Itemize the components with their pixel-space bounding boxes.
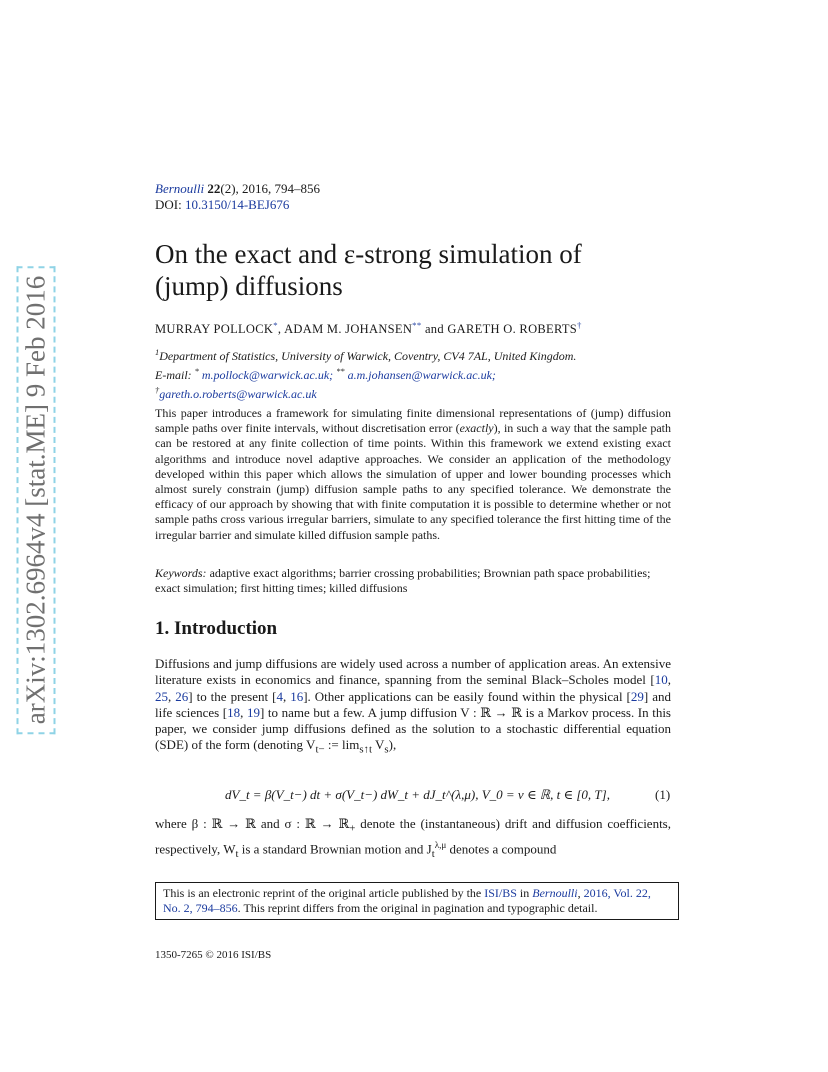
citation-link[interactable]: 18 (227, 704, 241, 720)
citation-link[interactable]: 29 (630, 688, 644, 704)
intro-text: ), (388, 737, 397, 753)
section-number: 1. (155, 618, 170, 639)
author-list (155, 320, 582, 337)
math-subscript: t− (315, 744, 325, 757)
math-subscript: t (431, 847, 435, 860)
affiliation-mark: 1 (155, 348, 160, 357)
citation-link[interactable]: 16 (290, 688, 304, 704)
math-subscript: s↑t (359, 744, 372, 757)
email-link-johansen[interactable]: a.m.johansen@warwick.ac.uk; (347, 368, 496, 382)
math-superscript: λ,μ (434, 839, 447, 850)
intro-text: V (371, 737, 385, 753)
intro-text: ] to the present [ (188, 688, 277, 704)
author-separator: , (277, 322, 285, 337)
post-equation-paragraph (155, 816, 671, 862)
title-line-1: On the exact and ε-strong simulation of (155, 239, 582, 269)
volume-link[interactable]: 2016, Vol. 22, No. 2, 794–856 (163, 886, 651, 915)
keywords-label: Keywords: (155, 566, 207, 580)
email-link-pollock[interactable]: m.pollock@warwick.ac.uk; (201, 368, 334, 382)
intro-text: := lim (324, 737, 360, 753)
intro-text: Diffusions and jump diffusions are widely used across a number of application areas. An extensive literature exists in economics and finance, spanning from the seminal Black–Scholes model [ (155, 656, 671, 688)
doi-line (155, 197, 289, 213)
email-line (155, 364, 576, 383)
math-subscript: + (349, 822, 356, 835)
reprint-text: in (516, 886, 533, 900)
journal-name-link[interactable]: Bernoulli (155, 181, 205, 196)
copyright-line: 1350-7265 © 2016 ISI/BS (155, 949, 272, 961)
abstract (155, 406, 671, 543)
department-line (155, 345, 576, 364)
email-line-2 (155, 383, 576, 402)
journal-issue-pages: (2), 2016, 794–856 (220, 181, 321, 196)
journal-volume: 22 (207, 181, 221, 196)
section-heading (155, 618, 277, 640)
journal-citation (155, 181, 320, 197)
paper-title (155, 238, 582, 302)
citation-sep: , (667, 672, 671, 688)
citation-link[interactable]: 19 (246, 704, 260, 720)
keywords (155, 566, 671, 596)
reprint-notice-box (155, 882, 679, 920)
citation-link[interactable]: 10 (654, 672, 668, 688)
citation-sep: , (240, 704, 247, 720)
author-name: GARETH O. ROBERTS (447, 322, 578, 337)
body-text: is a standard Brownian motion and J (238, 841, 432, 857)
intro-text: ] and life sciences [ (155, 688, 671, 720)
body-text: denote the (instantaneous) drift and diffusion coefficients, respectively, W (155, 816, 671, 857)
intro-text: ] to name but a few. A jump diffusion V : ℝ → ℝ is a Markov process. In this paper, we consider jump diffusions defined as the solution to a stochastic differential equation (SDE) of the form (denoting V (155, 704, 671, 753)
arxiv-identifier-stamp[interactable]: arXiv:1302.6964v4 [stat.ME] 9 Feb 2016 (21, 270, 52, 730)
citation-link[interactable]: 26 (175, 688, 189, 704)
email-mark: * (194, 367, 199, 376)
author-footnote-mark[interactable]: ** (412, 320, 422, 330)
bernoulli-link[interactable]: Bernoulli (532, 886, 578, 900)
abstract-text: ), in such a way that the sample path can be restored at any finite collection of time points. Within this framework we extend existing exact algorithms and introduce novel adaptive approaches. We consider an application of the methodology developed within this paper which allows the simulation of upper and lower bounding processes which almost surely constrain (jump) diffusion sample paths to any specified tolerance. We demonstrate the efficacy of our approach by showing that with finite computation it is possible to determine whether or not sample paths cross various irregular barriers, simulate to any specified tolerance the first hitting time of the irregular barrier and simulate killed diffusion sample paths. (155, 421, 671, 542)
author-separator: and (421, 322, 448, 337)
department-text: Department of Statistics, University of Warwick, Coventry, CV4 7AL, United Kingdom. (159, 349, 577, 363)
title-line-2: (jump) diffusions (155, 271, 343, 301)
reprint-text: . This reprint differs from the original in pagination and typographic detail. (237, 901, 598, 915)
sde-equation: dV_t = β(V_t−) dt + σ(V_t−) dW_t + dJ_t^(λ,μ), V_0 = v ∈ ℝ, t ∈ [0, T], (225, 787, 610, 802)
section-title-text: Introduction (174, 618, 278, 639)
math-subscript: t (235, 847, 239, 860)
author-name: ADAM M. JOHANSEN (284, 322, 413, 337)
citation-sep: , (282, 688, 291, 704)
doi-label: DOI: (155, 197, 182, 212)
email-mark: † (155, 386, 160, 395)
abstract-text: This paper introduces a framework for simulating finite dimensional representations of (jump) diffusion sample paths over finite intervals, without discretisation error ( (155, 406, 671, 436)
citation-sep: , (168, 688, 176, 704)
equation-number: (1) (655, 787, 671, 802)
body-text: denotes a compound (446, 841, 557, 857)
email-label: E-mail: (155, 368, 195, 382)
citation-link[interactable]: 4 (276, 688, 283, 704)
citation-link[interactable]: 25 (155, 688, 168, 704)
email-link-roberts[interactable]: gareth.o.roberts@warwick.ac.uk (159, 387, 317, 401)
doi-link[interactable]: 10.3150/14-BEJ676 (184, 197, 290, 212)
author-name: MURRAY POLLOCK (155, 322, 274, 337)
math-subscript: s (384, 744, 389, 757)
intro-text: ]. Other applications can be easily found within the physical [ (303, 688, 631, 704)
reprint-text: , (577, 886, 584, 900)
author-footnote-mark[interactable]: * (273, 320, 278, 330)
affiliation-block (155, 345, 576, 402)
keywords-text: adaptive exact algorithms; barrier crossing probabilities; Brownian path space probabilities; exact simulation; first hitting times; killed diffusions (155, 566, 651, 596)
email-mark: ** (336, 367, 345, 376)
intro-paragraph (155, 656, 671, 758)
author-footnote-mark[interactable]: † (577, 320, 582, 330)
abstract-emphasis: exactly (459, 421, 494, 436)
body-text: where β : ℝ → ℝ and σ : ℝ → ℝ (155, 816, 350, 831)
reprint-text: This is an electronic reprint of the original article published by the (163, 886, 485, 900)
isi-bs-link[interactable]: ISI/BS (484, 886, 517, 900)
